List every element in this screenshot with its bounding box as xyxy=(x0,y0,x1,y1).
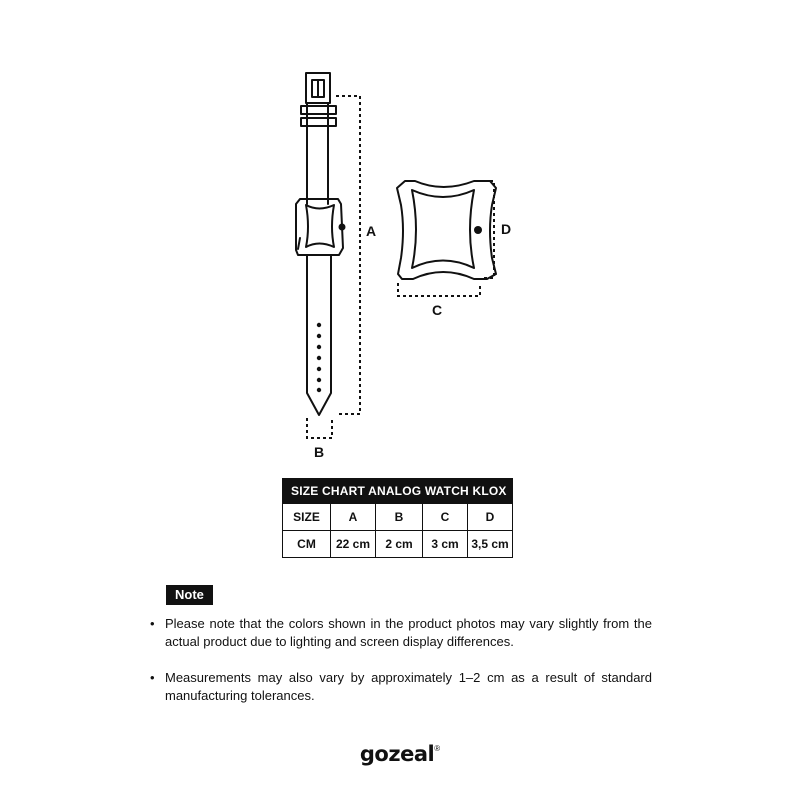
dimension-a-label: A xyxy=(366,223,377,239)
dimension-b-line xyxy=(307,418,332,438)
watch-case-side xyxy=(296,199,343,255)
buckle-outline xyxy=(306,73,330,103)
header-cell-a: A xyxy=(331,504,376,531)
dimension-c-line xyxy=(398,283,480,296)
note-text: Please note that the colors shown in the product photos may vary slightly from the actual product due to lighting and screen display differences. xyxy=(165,616,652,649)
cell-c: 3 cm xyxy=(423,531,468,558)
strap-holes xyxy=(317,323,321,392)
cell-unit: CM xyxy=(283,531,331,558)
brand-logo xyxy=(0,742,800,766)
size-chart-header-row xyxy=(283,504,513,531)
dimension-d-label: D xyxy=(501,221,512,237)
cell-b: 2 cm xyxy=(376,531,423,558)
crown-side xyxy=(339,224,346,231)
header-cell-c: C xyxy=(423,504,468,531)
upper-strap-outline xyxy=(301,103,336,204)
brand-name: gozeal xyxy=(359,742,435,766)
dimension-c-label: C xyxy=(432,302,443,318)
note-item xyxy=(150,615,652,651)
note-text: Measurements may also vary by approximately 1–2 cm as a result of standard manufacturing tolerances. xyxy=(165,670,652,703)
crown-front xyxy=(474,226,482,234)
cell-a: 22 cm xyxy=(331,531,376,558)
size-chart-data-row xyxy=(283,531,513,558)
note-item xyxy=(150,669,652,705)
header-cell-size: SIZE xyxy=(283,504,331,531)
size-chart-title: SIZE CHART ANALOG WATCH KLOX xyxy=(283,479,513,504)
bullet-icon: • xyxy=(150,616,155,631)
size-chart-table xyxy=(282,478,513,558)
bullet-icon: • xyxy=(150,670,155,685)
note-badge: Note xyxy=(166,585,213,605)
dimension-b-label: B xyxy=(314,444,325,460)
registered-mark: ® xyxy=(434,744,441,753)
header-cell-b: B xyxy=(376,504,423,531)
header-cell-d: D xyxy=(468,504,513,531)
cell-d: 3,5 cm xyxy=(468,531,513,558)
